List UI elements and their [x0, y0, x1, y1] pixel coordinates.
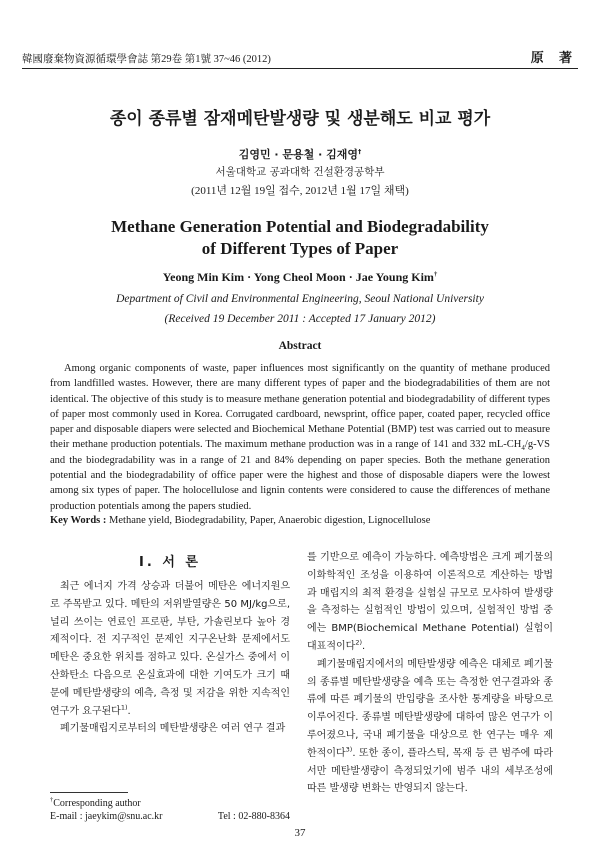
paragraph-text: 를 기반으로 예측이 가능하다. 예측방법은 크게 폐기물의 이화학적인 조성을 이용하여 이론적으로 계산하는 방법과 매립지의 최적 환경을 실험실 규모로 모사하여 발생량을 측정하는 실험적인 방법이 있으며, 실험적인 방법 중에는 BMP(Biochemical Methane Potential) 실험이 대표적이다	[307, 552, 553, 652]
english-authors	[0, 270, 600, 285]
english-title-line-1: Methane Generation Potential and Biodegradability	[111, 217, 489, 236]
english-title	[0, 216, 600, 260]
footnote-corresponding: Corresponding author	[53, 798, 141, 809]
paragraph	[307, 656, 553, 798]
article-type-tag: 原 著	[530, 50, 578, 65]
right-column	[307, 549, 553, 798]
paragraph: 폐기물매립지로부터의 메탄발생량은 여러 연구 결과	[60, 723, 286, 735]
english-author-names: Yeong Min Kim · Yong Cheol Moon · Jae Young Kim	[162, 270, 434, 284]
citation-ref: 3)	[345, 745, 353, 754]
citation-ref: 2)	[355, 638, 362, 647]
paragraph	[50, 578, 290, 720]
korean-authors	[0, 146, 600, 162]
english-title-line-2: of Different Types of Paper	[201, 239, 399, 258]
korean-author-names: 김영민 · 문용철 · 김재영	[238, 148, 359, 161]
korean-title: 종이 종류별 잠재메탄발생량 및 생분해도 비교 평가	[109, 109, 491, 129]
journal-citation: 韓國廢棄物資源循環學會誌 第29卷 第1號 37~46 (2012)	[22, 54, 271, 65]
corresponding-mark: †	[358, 147, 362, 156]
paragraph-text: 최근 에너지 가격 상승과 더불어 메탄은 에너지원으로 주목받고 있다. 메탄의 저위발열량은 50 MJ/kg으로, 널리 쓰이는 연료인 프로판, 부탄, 가솔린보다 높아 경제적이다. 전 지구적인 문제인 지구온난화 문제에서도 메탄은 중요한 위치를 점하고 있다. 온실가스 중에서 이산화탄소 다음으로 온실효과에 대한 기여도가 크기 때문에 메탄발생량의 예측, 측정 및 저감을 위한 지속적인 연구가 요구된다	[50, 581, 290, 717]
english-affiliation: Department of Civil and Environmental Engineering, Seoul National University	[116, 293, 484, 305]
paragraph-text-end: .	[361, 640, 366, 652]
corresponding-mark-en: †	[433, 271, 438, 278]
footnote-mark: †	[50, 796, 54, 804]
korean-dates: (2011년 12월 19일 접수, 2012년 1월 17일 채택)	[191, 185, 409, 197]
paragraph-text: 폐기물매립지에서의 메탄발생량 예측은 대체로 폐기물의 종류별 메탄발생량을 예측 또는 측정한 연구결과와 종류에 따른 폐기물의 반입량을 조사한 통계량을 바탕으로 이루어진다. 종류별 메탄발생량에 대하여 많은 연구가 이루어졌으나, 국내 폐기물을 대상으로 한 연구는 매우 제한적이다	[307, 658, 553, 759]
left-column	[50, 549, 290, 738]
korean-affiliation: 서울대학교 공과대학 건설환경공학부	[215, 166, 385, 178]
abstract-text	[50, 361, 550, 514]
abstract-subscript: 4	[521, 444, 525, 453]
footnote-email: E-mail : jaeykim@snu.ac.kr	[50, 811, 163, 822]
english-dates: (Received 19 December 2011 : Accepted 17 January 2012)	[164, 313, 436, 325]
page-number: 37	[294, 827, 306, 839]
section-heading-introduction: I. 서 론	[139, 555, 201, 570]
abstract-part-1: Among organic components of waste, paper influences most significantly on the quantity of methane produced from landfilled wastes. However, there are many different types of paper and the biodegradabilities of them are not identical. The objective of this study is to measure methane generation potential and biodegradability of different types of paper most commonly used in Korea. Corrugated cardboard, newsprint, office paper, coated paper, recycled office paper and disposable diapers were selected and Biochemical Methane Potential (BMP) test was carried out to measure their methane production potentials. The maximum methane production was in a range of 141 and 332 mL-CH	[50, 363, 550, 451]
running-header	[22, 44, 578, 69]
keywords-list: Methane yield, Biodegradability, Paper, Anaerobic digestion, Lignocellulose	[109, 515, 431, 526]
footnote	[50, 797, 290, 823]
footnote-tel: Tel : 02-880-8364	[217, 811, 290, 822]
abstract-part-2: /g-VS and the biodegradability was in a range of 21 and 84% depending on paper species. Both the methane generation potential and the biodegradability of office paper were the highest and those of disposable diapers were the lowest among six types of paper. The holocellulose and lignin contents were considered to cause the differences of methane production potentials among the papers studied.	[50, 439, 550, 512]
paragraph	[307, 549, 553, 656]
paragraph-text-end: .	[127, 705, 131, 717]
citation-ref: 1)	[120, 703, 128, 712]
keywords-label: Key Words :	[50, 515, 110, 526]
footnote-divider	[50, 792, 128, 793]
keywords-line	[50, 515, 570, 526]
paragraph-text-end: . 또한 종이, 플라스틱, 목재 등 큰 범주에 따라서만 메탄발생량이 측정되었기에 범주 내의 세부조성에 따른 발생량 변화는 반영되지 않는다.	[307, 747, 553, 795]
abstract-heading: Abstract	[278, 340, 322, 352]
